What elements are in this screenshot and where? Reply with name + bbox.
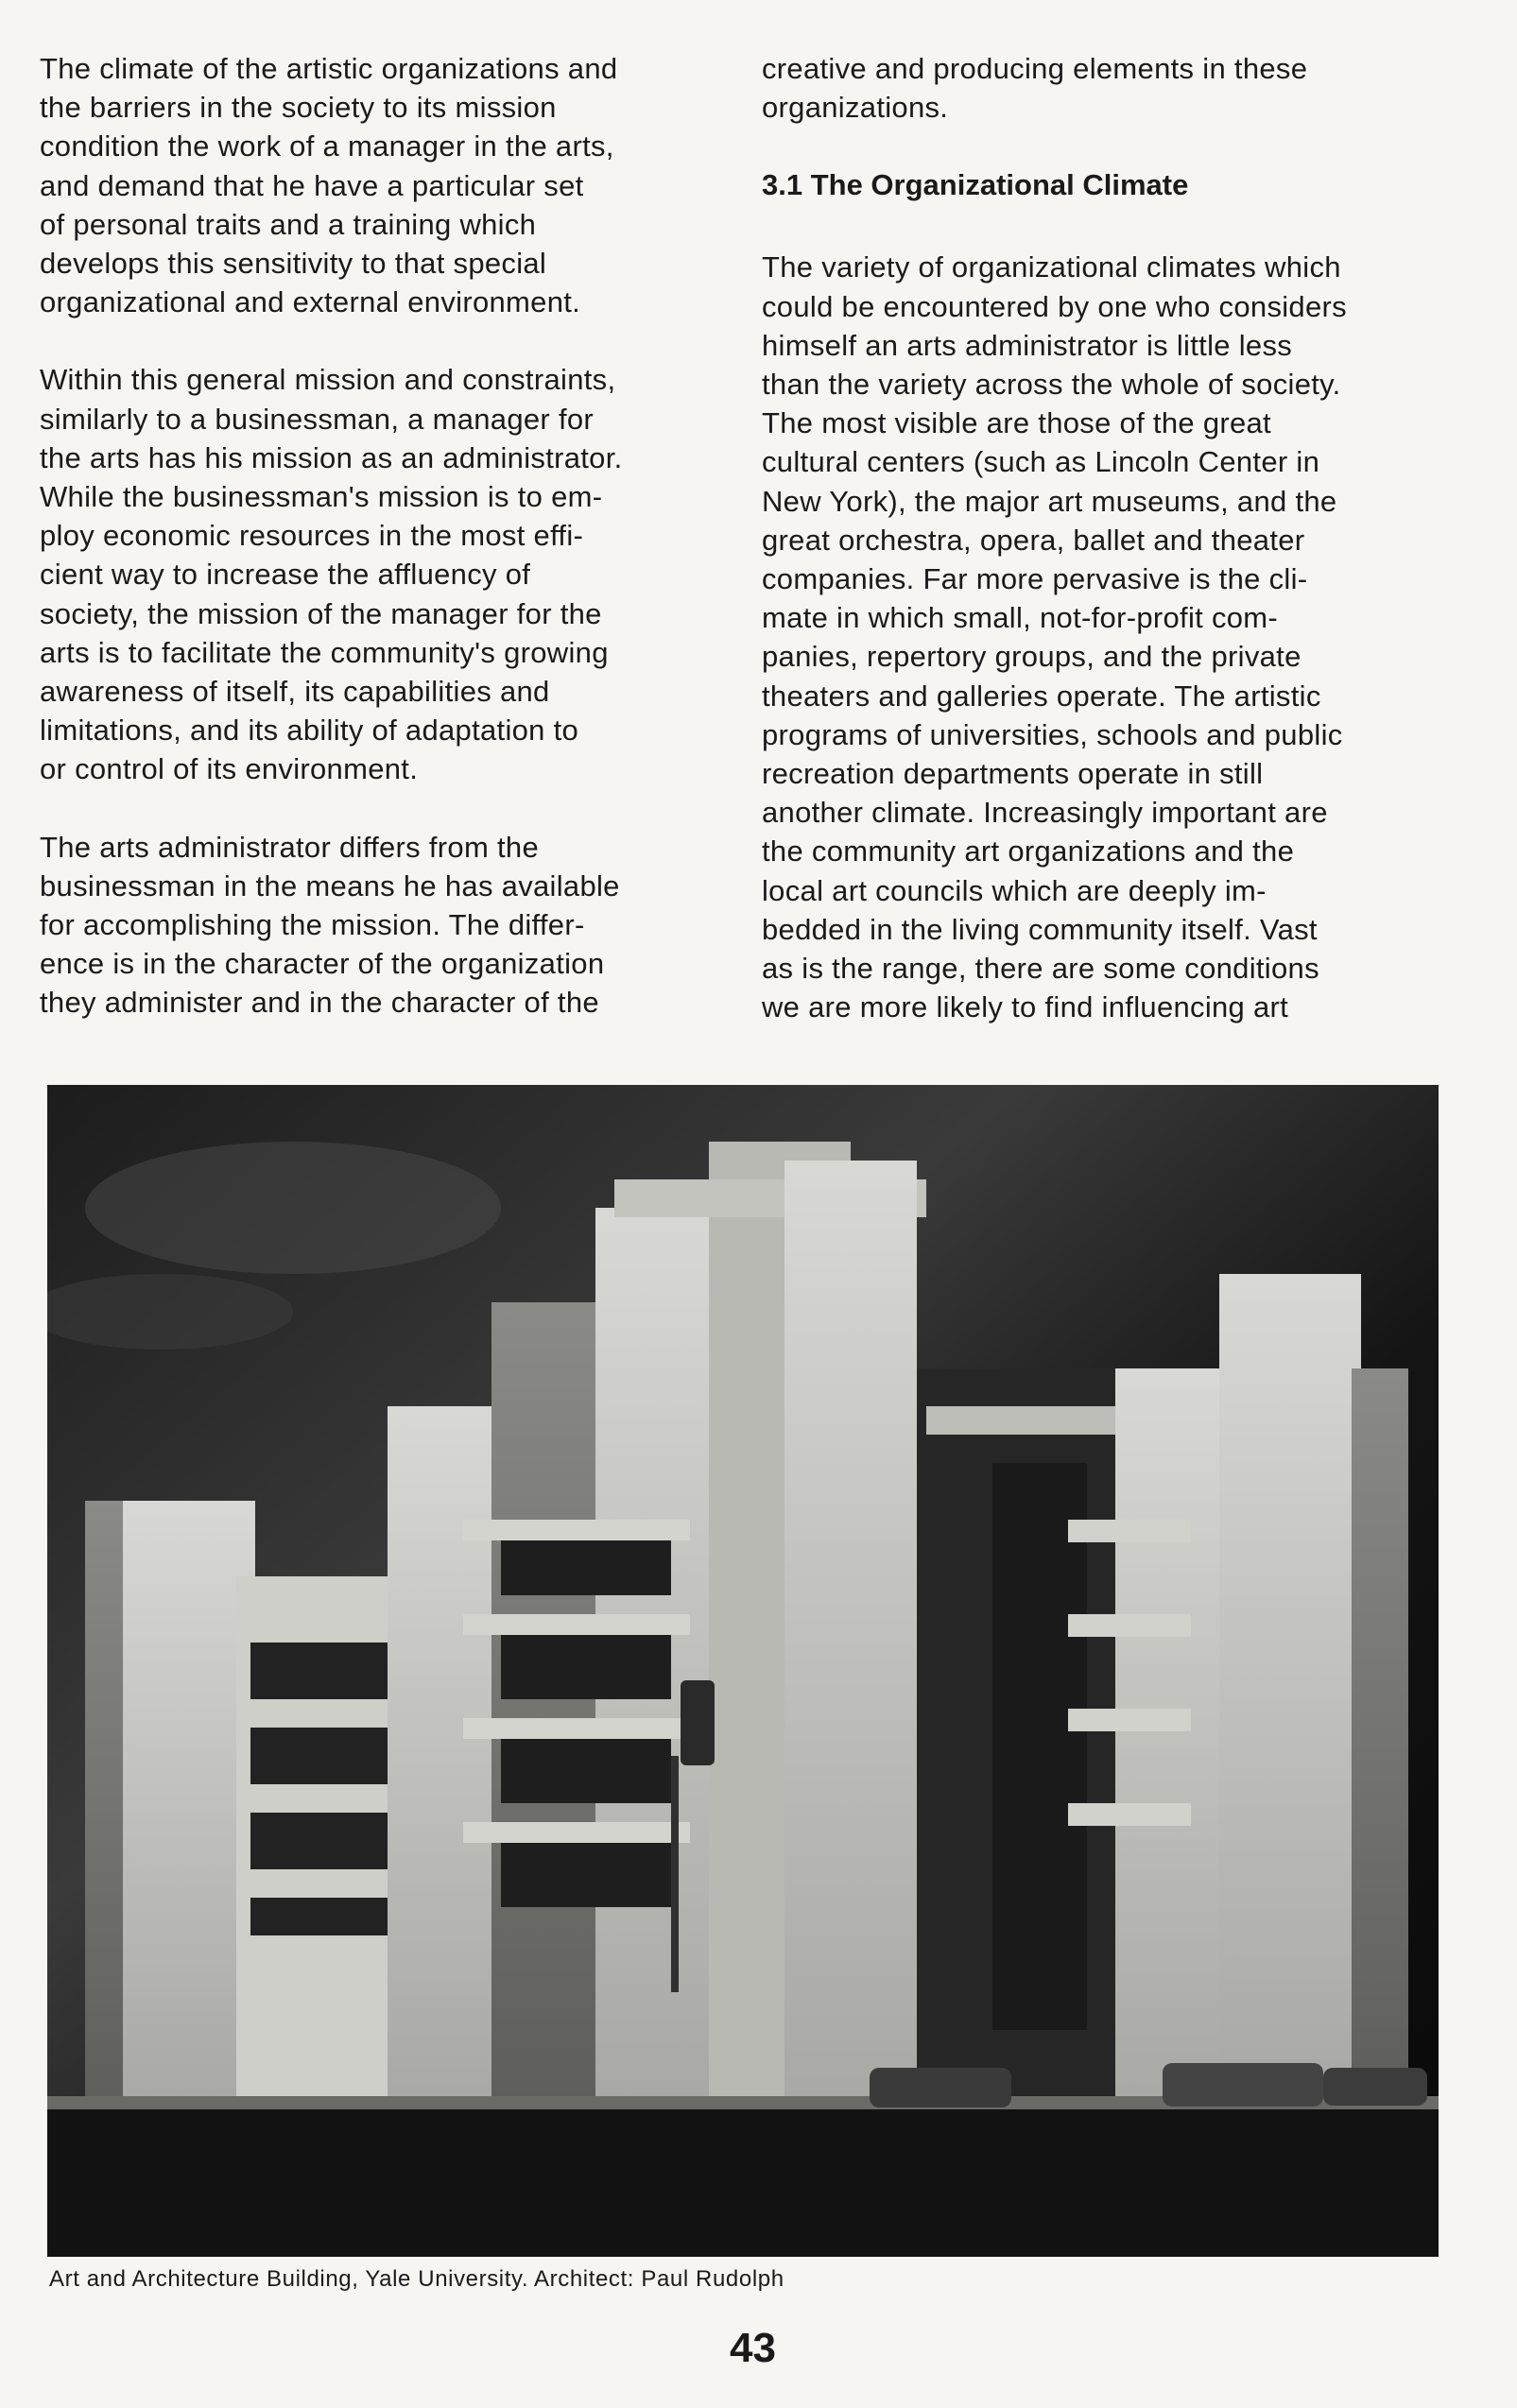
text-line: another climate. Increasingly important are [762,796,1328,830]
building-photograph [47,1085,1439,2257]
text-line: organizations. [762,91,949,125]
right-column [762,49,1442,1026]
text-line: companies. Far more pervasive is the cli- [762,562,1308,596]
text-line: they administer and in the character of the [40,986,599,1020]
text-line: theaters and galleries operate. The artistic [762,679,1321,713]
text-line: arts is to facilitate the community's growing [40,635,609,669]
text-line: great orchestra, opera, ballet and theater [762,523,1305,557]
left-column [40,49,715,1023]
page-number: 43 [730,2325,776,2371]
text-line: creative and producing elements in these [762,52,1308,85]
text-line: While the businessman's mission is to em- [40,480,603,514]
text-line: cultural centers (such as Lincoln Center in [762,445,1320,479]
text-line: The climate of the artistic organizations and [40,52,618,85]
text-line: organizational and external environment. [40,285,581,319]
text-line: The variety of organizational climates which [762,250,1341,284]
photo-caption: Art and Architecture Building, Yale University. Architect: Paul Rudolph [49,2266,784,2292]
paragraph-1 [40,49,715,321]
text-line: the community art organizations and the [762,834,1295,869]
text-line: local art councils which are deeply im- [762,873,1267,907]
text-line: society, the mission of the manager for the [40,596,602,630]
text-line: or control of its environment. [40,752,419,786]
paragraph-2 [40,360,715,788]
text-line: ence is in the character of the organization [40,947,605,981]
text-line: ploy economic resources in the most effi- [40,519,584,553]
text-line: we are more likely to find influencing art [762,990,1289,1024]
text-line: New York), the major art museums, and the [762,484,1337,518]
text-line: bedded in the living community itself. Vast [762,912,1318,946]
text-line: Within this general mission and constraints, [40,363,616,397]
text-line: The arts administrator differs from the [40,830,539,864]
text-line: programs of universities, schools and public [762,717,1343,751]
text-line: of personal traits and a training which [40,207,537,241]
text-line: The most visible are those of the great [762,406,1271,440]
text-line: businessman in the means he has available [40,869,620,903]
text-line: and demand that he have a particular set [40,168,584,202]
intro-paragraph [762,49,1442,127]
text-line: similarly to a businessman, a manager for [40,402,595,436]
text-line: awareness of itself, its capabilities and [40,675,550,709]
text-line: as is the range, there are some conditions [762,952,1319,986]
text-line: cient way to increase the affluency of [40,558,531,592]
text-line: mate in which small, not-for-profit com- [762,601,1279,635]
body-paragraph [762,248,1442,1026]
text-line: could be encountered by one who considers [762,289,1347,323]
text-line: limitations, and its ability of adaptation to [40,714,579,748]
text-line: recreation departments operate in still [762,757,1264,791]
text-line: panies, repertory groups, and the private [762,640,1302,674]
building-illustration [47,1085,1439,2257]
text-line: develops this sensitivity to that special [40,247,547,281]
text-line: for accomplishing the mission. The differ- [40,908,585,942]
text-line: the barriers in the society to its mission [40,91,557,125]
text-line: the arts has his mission as an administrator. [40,440,623,474]
text-line: than the variety across the whole of society. [762,368,1341,402]
section-heading: 3.1 The Organizational Climate [762,168,1189,202]
text-line: himself an arts administrator is little less [762,328,1293,362]
paragraph-3 [40,828,715,1023]
text-line: condition the work of a manager in the arts, [40,129,614,163]
